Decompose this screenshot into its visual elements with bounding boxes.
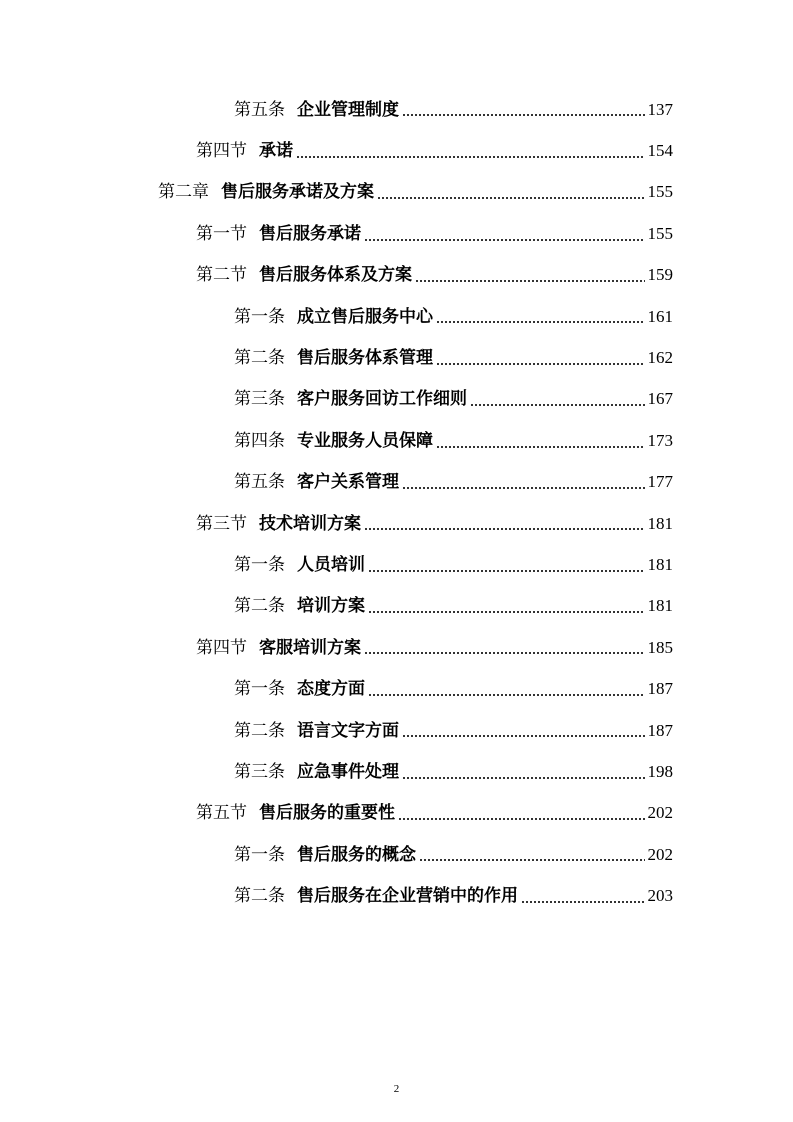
page-number: 2	[393, 1083, 400, 1095]
toc-entry[interactable]	[0, 751, 793, 792]
toc-entry-title: 成立售后服务中心	[297, 306, 433, 327]
toc-entry-title: 售后服务承诺及方案	[221, 182, 374, 203]
table-of-contents	[0, 89, 793, 917]
toc-entry-number: 第二章	[158, 182, 209, 203]
toc-entry-number: 第三节	[196, 513, 247, 534]
toc-entry-number: 第一条	[234, 554, 285, 575]
toc-entry[interactable]	[0, 255, 793, 296]
toc-entry-page: 162	[647, 348, 673, 368]
toc-entry-number: 第五条	[234, 99, 285, 120]
dot-leader	[436, 363, 645, 365]
dot-leader	[368, 611, 645, 613]
toc-entry-title: 承诺	[259, 141, 293, 162]
toc-entry-title: 专业服务人员保障	[297, 430, 433, 451]
dot-leader	[364, 528, 645, 530]
toc-entry[interactable]	[0, 337, 793, 378]
toc-entry[interactable]	[0, 462, 793, 503]
toc-entry-title: 售后服务的概念	[297, 844, 416, 865]
toc-entry-page: 173	[647, 430, 673, 450]
toc-entry-number: 第四条	[234, 430, 285, 451]
toc-entry-number: 第二节	[196, 265, 247, 286]
dot-leader	[419, 859, 645, 861]
toc-entry[interactable]	[0, 503, 793, 544]
toc-entry-title: 应急事件处理	[297, 761, 399, 782]
toc-entry[interactable]	[0, 586, 793, 627]
dot-leader	[368, 570, 645, 572]
toc-entry-number: 第二条	[234, 348, 285, 369]
dot-leader	[377, 197, 645, 199]
toc-entry-title: 培训方案	[297, 596, 365, 617]
toc-entry-number: 第三条	[234, 761, 285, 782]
toc-entry-page: 167	[647, 389, 673, 409]
dot-leader	[398, 818, 645, 820]
toc-entry-title: 客户关系管理	[297, 472, 399, 493]
toc-entry-number: 第四节	[196, 637, 247, 658]
dot-leader	[436, 446, 645, 448]
toc-entry[interactable]	[0, 296, 793, 337]
toc-entry[interactable]	[0, 420, 793, 461]
toc-entry-number: 第五条	[234, 472, 285, 493]
toc-entry-page: 154	[647, 141, 673, 161]
dot-leader	[470, 404, 645, 406]
toc-entry[interactable]	[0, 89, 793, 130]
toc-entry-page: 159	[647, 265, 673, 285]
toc-entry-title: 企业管理制度	[297, 99, 399, 120]
toc-entry-page: 181	[647, 513, 673, 533]
toc-entry-title: 技术培训方案	[259, 513, 361, 534]
toc-entry-page: 155	[647, 223, 673, 243]
toc-entry-number: 第二条	[234, 596, 285, 617]
dot-leader	[521, 901, 645, 903]
dot-leader	[368, 694, 645, 696]
toc-entry-number: 第一条	[234, 679, 285, 700]
toc-entry-number: 第一条	[234, 306, 285, 327]
toc-entry-title: 客户服务回访工作细则	[297, 389, 467, 410]
toc-entry-page: 177	[647, 472, 673, 492]
toc-entry-page: 202	[647, 803, 673, 823]
toc-entry-number: 第三条	[234, 389, 285, 410]
toc-entry[interactable]	[0, 793, 793, 834]
toc-entry[interactable]	[0, 627, 793, 668]
toc-entry[interactable]	[0, 213, 793, 254]
toc-entry-title: 售后服务体系及方案	[259, 265, 412, 286]
toc-entry-page: 198	[647, 761, 673, 781]
toc-entry[interactable]	[0, 379, 793, 420]
toc-entry[interactable]	[0, 834, 793, 875]
toc-entry-title: 人员培训	[297, 554, 365, 575]
toc-entry[interactable]	[0, 544, 793, 585]
toc-entry-number: 第五节	[196, 803, 247, 824]
dot-leader	[402, 735, 645, 737]
dot-leader	[402, 114, 645, 116]
toc-entry-page: 187	[647, 679, 673, 699]
toc-entry-page: 181	[647, 596, 673, 616]
toc-entry[interactable]	[0, 710, 793, 751]
toc-entry-page: 137	[647, 99, 673, 119]
dot-leader	[296, 156, 645, 158]
dot-leader	[436, 321, 645, 323]
toc-entry-page: 155	[647, 182, 673, 202]
toc-entry-page: 202	[647, 844, 673, 864]
dot-leader	[415, 280, 645, 282]
toc-entry-page: 181	[647, 554, 673, 574]
toc-entry-number: 第二条	[234, 720, 285, 741]
toc-entry[interactable]	[0, 668, 793, 709]
toc-entry-title: 态度方面	[297, 679, 365, 700]
toc-entry-title: 售后服务体系管理	[297, 348, 433, 369]
toc-entry-page: 203	[647, 886, 673, 906]
toc-entry-page: 161	[647, 306, 673, 326]
dot-leader	[364, 652, 645, 654]
toc-entry-page: 187	[647, 720, 673, 740]
toc-entry-title: 语言文字方面	[297, 720, 399, 741]
toc-entry-title: 客服培训方案	[259, 637, 361, 658]
toc-entry-number: 第一条	[234, 844, 285, 865]
toc-entry-number: 第二条	[234, 886, 285, 907]
toc-entry-page: 185	[647, 637, 673, 657]
toc-entry[interactable]	[0, 172, 793, 213]
dot-leader	[402, 487, 645, 489]
toc-entry-title: 售后服务的重要性	[259, 803, 395, 824]
toc-entry-number: 第一节	[196, 223, 247, 244]
dot-leader	[402, 777, 645, 779]
dot-leader	[364, 239, 645, 241]
toc-entry[interactable]	[0, 130, 793, 171]
toc-entry-title: 售后服务在企业营销中的作用	[297, 886, 518, 907]
toc-entry[interactable]	[0, 875, 793, 916]
toc-entry-number: 第四节	[196, 141, 247, 162]
toc-entry-title: 售后服务承诺	[259, 223, 361, 244]
